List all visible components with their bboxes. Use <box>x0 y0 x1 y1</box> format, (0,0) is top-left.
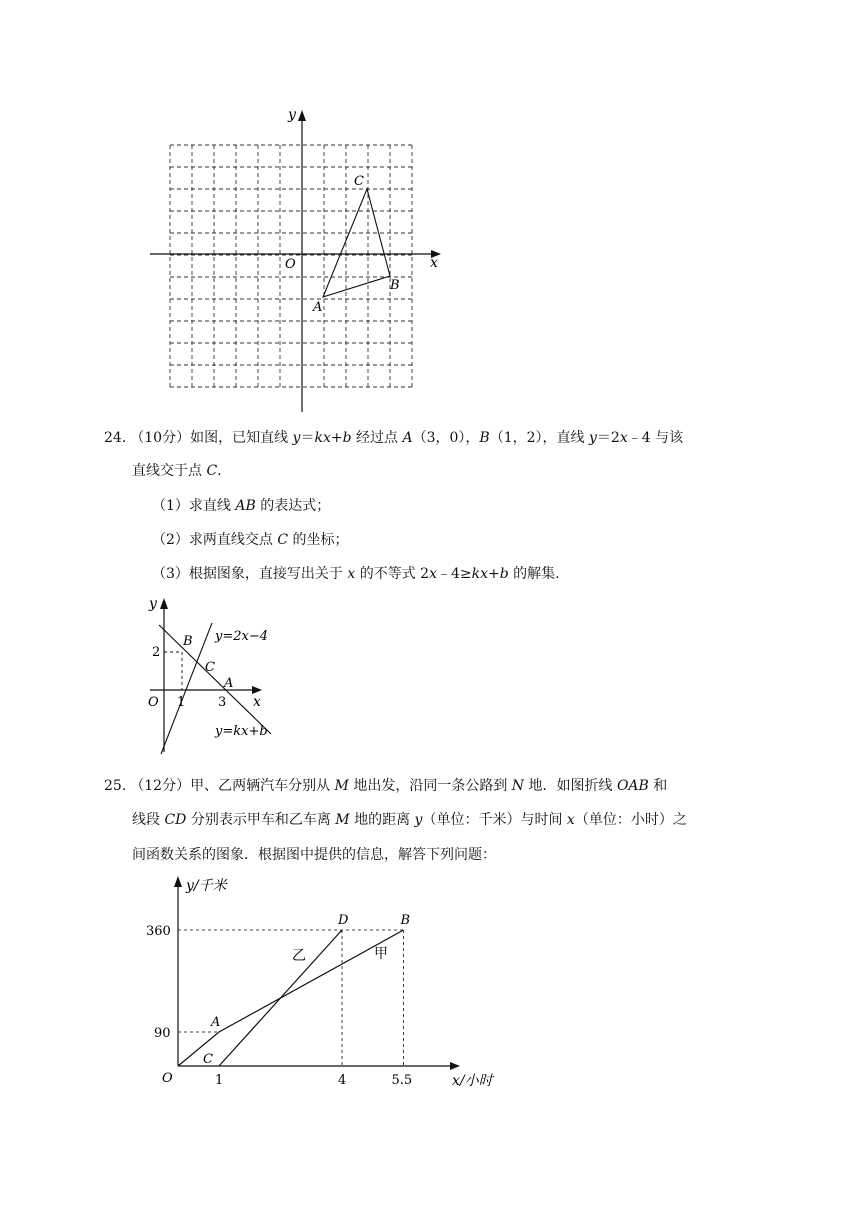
q24-sub-1 <box>152 496 330 516</box>
series-line-jia <box>178 930 404 1066</box>
text-segment: 地．如图折线 <box>524 778 617 794</box>
point-label-c: C <box>354 174 364 189</box>
point-label-d: D <box>338 913 349 928</box>
point-label-b: B <box>400 913 411 928</box>
text-segment: + <box>488 566 500 582</box>
text-segment: （单位：千米）与时间 <box>422 812 567 828</box>
series-label-jia: 甲 <box>374 946 388 962</box>
text-segment: 如图，已知直线 <box>190 430 293 446</box>
text-segment: 的不等式 2 <box>355 566 430 582</box>
line-label-kx-b: y=kx+b <box>215 724 268 739</box>
text-segment: ＝2 <box>596 430 620 446</box>
text-segment: . <box>217 463 222 479</box>
q24-score: （10分） <box>130 430 191 446</box>
origin-label: O <box>162 1071 173 1086</box>
math-variable: x <box>347 566 356 582</box>
x-axis <box>178 1062 460 1070</box>
y-tick-label: 90 <box>154 1026 171 1041</box>
series-line-yi <box>219 930 342 1066</box>
q25-number: 25. <box>104 778 127 794</box>
text-segment: 的解集. <box>508 566 560 582</box>
q25-text-1 <box>190 778 667 794</box>
q25-line-1 <box>104 776 667 796</box>
text-segment: 分别表示甲车和乙车离 <box>186 812 336 828</box>
q24-sub-1-text <box>152 498 330 514</box>
q24-text-1 <box>190 430 683 446</box>
math-variable: y <box>292 430 301 446</box>
line-label-2x-4: y=2x−4 <box>215 629 269 644</box>
tick-label-2: 2 <box>152 645 161 660</box>
math-variable: kx <box>314 430 331 446</box>
math-variable: y <box>414 812 423 828</box>
math-variable: kx <box>471 566 489 582</box>
x-tick-label: 5.5 <box>391 1073 413 1088</box>
y-axis <box>174 876 182 1066</box>
text-segment: 地的距离 <box>349 812 415 828</box>
q24-text-2 <box>132 463 222 479</box>
q24-sub-3-text <box>152 566 560 582</box>
text-segment: ＝ <box>300 430 315 446</box>
point-label-b: B <box>390 278 400 293</box>
x-axis-title: x/小时 <box>452 1073 493 1089</box>
y-axis-label: y <box>288 107 296 123</box>
math-variable: AB <box>235 498 256 514</box>
y-tick-label: 360 <box>146 924 171 939</box>
text-segment: 线段 <box>132 812 165 828</box>
y-axis-title: y/千米 <box>186 878 227 894</box>
text-segment: （3，0）， <box>412 430 480 446</box>
text-segment: ﹣4 与该 <box>627 430 684 446</box>
point-label-a: A <box>224 676 234 691</box>
text-segment: 甲、乙两辆汽车分别从 <box>190 778 335 794</box>
text-segment: 经过点 <box>351 430 403 446</box>
q24-line-2 <box>132 461 222 481</box>
figure-triangle-grid <box>145 100 455 420</box>
y-axis <box>160 598 168 752</box>
dashed-guides <box>178 930 404 1066</box>
math-variable: OAB <box>616 778 649 794</box>
math-variable: b <box>499 566 509 582</box>
tick-label-3: 3 <box>218 695 227 710</box>
tick-label-1: 1 <box>177 695 186 710</box>
math-variable: CD <box>164 812 187 828</box>
point-label-a: A <box>211 1015 221 1030</box>
math-variable: C <box>277 532 289 548</box>
distance-time-chart <box>146 872 510 1092</box>
point-label-c: C <box>205 660 215 675</box>
origin-label: O <box>148 695 159 710</box>
text-segment: （单位：小时）之 <box>574 812 687 828</box>
math-variable: x <box>566 812 575 828</box>
text-segment: 和 <box>648 778 668 794</box>
text-segment: ﹣4≥ <box>436 566 472 582</box>
text-segment: + <box>330 430 343 446</box>
text-segment: （1，2），直线 <box>489 430 589 446</box>
point-label-c: C <box>203 1052 213 1067</box>
series-label-yi: 乙 <box>292 948 306 964</box>
chart-series <box>178 930 404 1066</box>
origin-label: O <box>285 257 296 272</box>
text-segment: 地出发，沿同一条公路到 <box>348 778 512 794</box>
q24-number: 24. <box>104 430 127 446</box>
math-variable: y <box>588 430 597 446</box>
q24-line-1 <box>104 428 683 448</box>
q24-sub-2 <box>152 530 349 550</box>
text-segment: 间函数关系的图象．根据图中提供的信息，解答下列问题： <box>132 847 496 863</box>
figure-two-lines <box>140 592 300 762</box>
math-variable: b <box>342 430 352 446</box>
math-variable: B <box>479 430 490 446</box>
q25-score: （12分） <box>130 778 191 794</box>
triangle-abc <box>323 189 390 297</box>
y-axis <box>298 110 306 412</box>
math-variable: M <box>334 778 349 794</box>
math-variable: M <box>335 812 350 828</box>
x-axis-label: x <box>253 694 261 710</box>
x-axis <box>150 686 262 694</box>
text-segment: （3）根据图象，直接写出关于 <box>152 566 348 582</box>
text-segment: （1）求直线 <box>152 498 236 514</box>
q25-line-2 <box>132 810 687 830</box>
text-segment: 的坐标； <box>288 532 349 548</box>
point-label-b: B <box>183 634 193 649</box>
point-label-a: A <box>313 300 323 315</box>
math-variable: C <box>206 463 218 479</box>
text-segment: 的表达式； <box>255 498 331 514</box>
q25-line-3 <box>132 845 496 865</box>
q24-sub-2-text <box>152 532 349 548</box>
x-axis-label: x <box>430 255 438 271</box>
text-segment: 直线交于点 <box>132 463 207 479</box>
chart-labels <box>146 913 412 1088</box>
q25-text-2 <box>132 812 687 828</box>
text-segment: （2）求两直线交点 <box>152 532 278 548</box>
x-tick-label: 1 <box>215 1073 224 1088</box>
math-variable: x <box>619 430 628 446</box>
q24-sub-3 <box>152 564 560 584</box>
y-axis-label: y <box>149 596 157 612</box>
q25-text-3 <box>132 847 496 863</box>
math-variable: x <box>429 566 437 582</box>
x-tick-label: 4 <box>338 1073 347 1088</box>
math-variable: A <box>402 430 413 446</box>
math-variable: N <box>511 778 525 794</box>
